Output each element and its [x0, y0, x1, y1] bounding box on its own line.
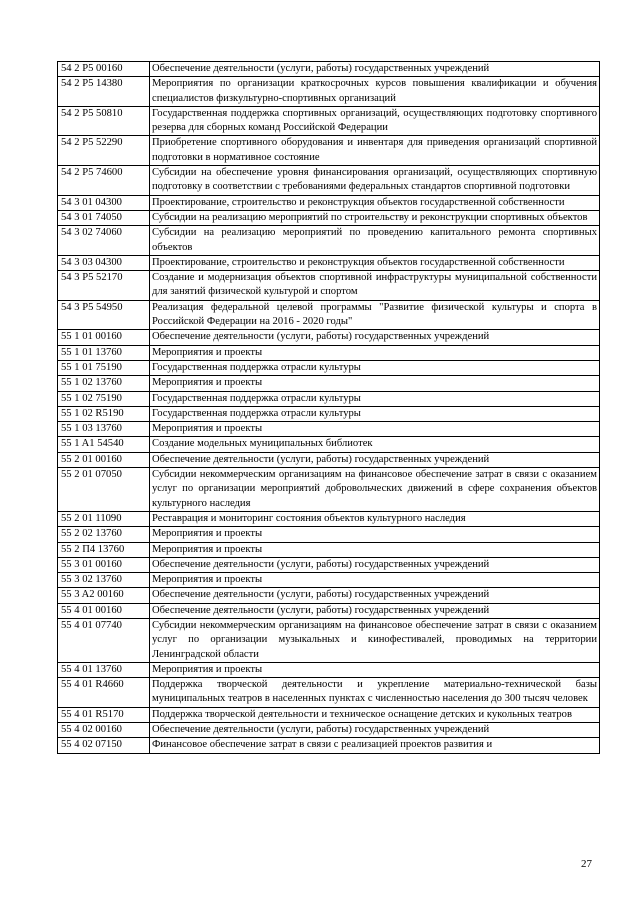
target-article-code: 54 3 01 74050	[58, 210, 150, 225]
table-row	[58, 195, 600, 210]
table-row	[58, 106, 600, 136]
target-article-code: 54 2 P5 00160	[58, 62, 150, 77]
target-article-code: 54 3 01 04300	[58, 195, 150, 210]
article-description: Создание модельных муниципальных библиотек	[150, 437, 600, 452]
article-description: Поддержка творческой деятельности и техническое оснащение детских и кукольных театров	[150, 707, 600, 722]
article-description: Реализация федеральной целевой программы "Развитие физической культуры и спорта в Российской Федерации на 2016 - 2020 годы"	[150, 300, 600, 330]
table-body	[58, 62, 600, 754]
article-description: Мероприятия и проекты	[150, 345, 600, 360]
article-description: Субсидии на реализацию мероприятий по строительству и реконструкции спортивных объектов	[150, 210, 600, 225]
target-article-code: 54 2 P5 14380	[58, 77, 150, 107]
table-row	[58, 300, 600, 330]
article-description: Мероприятия и проекты	[150, 376, 600, 391]
table-row	[58, 557, 600, 572]
table-row	[58, 271, 600, 301]
target-article-code: 55 4 01 00160	[58, 603, 150, 618]
target-article-code: 55 3 01 00160	[58, 557, 150, 572]
table-row	[58, 166, 600, 196]
target-article-code: 54 2 P5 50810	[58, 106, 150, 136]
table-row	[58, 738, 600, 753]
table-row	[58, 255, 600, 270]
target-article-code: 54 3 03 04300	[58, 255, 150, 270]
table-row	[58, 226, 600, 256]
article-description: Государственная поддержка отрасли культуры	[150, 360, 600, 375]
target-article-code: 55 1 02 R5190	[58, 406, 150, 421]
article-description: Проектирование, строительство и реконструкция объектов государственной собственности	[150, 195, 600, 210]
table-row	[58, 406, 600, 421]
target-article-code: 55 3 A2 00160	[58, 588, 150, 603]
target-article-code: 55 1 01 75190	[58, 360, 150, 375]
table-row	[58, 542, 600, 557]
table-row	[58, 511, 600, 526]
table-row	[58, 422, 600, 437]
budget-classification-table	[57, 61, 600, 754]
article-description: Создание и модернизация объектов спортивной инфраструктуры муниципальной собственности для занятий физической культурой и спортом	[150, 271, 600, 301]
table-row	[58, 62, 600, 77]
target-article-code: 55 3 02 13760	[58, 573, 150, 588]
table-row	[58, 391, 600, 406]
article-description: Мероприятия и проекты	[150, 422, 600, 437]
article-description: Поддержка творческой деятельности и укрепление материально-технической базы муниципальных театров в населенных пунктах с численностью населения до 300 тысяч человек	[150, 678, 600, 708]
target-article-code: 55 2 01 11090	[58, 511, 150, 526]
table-row	[58, 723, 600, 738]
target-article-code: 55 4 02 00160	[58, 723, 150, 738]
article-description: Обеспечение деятельности (услуги, работы) государственных учреждений	[150, 62, 600, 77]
target-article-code: 54 2 P5 52290	[58, 136, 150, 166]
table-row	[58, 468, 600, 512]
article-description: Субсидии некоммерческим организациям на финансовое обеспечение затрат в связи с оказанием услуг по организации музыкальных и кинофестивалей, проводимых на территории Ленинградской области	[150, 618, 600, 662]
table-row	[58, 210, 600, 225]
article-description: Мероприятия и проекты	[150, 527, 600, 542]
article-description: Государственная поддержка отрасли культуры	[150, 406, 600, 421]
article-description: Мероприятия по организации краткосрочных курсов повышения квалификации и обучения специалистов физкультурно-спортивных организаций	[150, 77, 600, 107]
target-article-code: 55 2 П4 13760	[58, 542, 150, 557]
article-description: Государственная поддержка отрасли культуры	[150, 391, 600, 406]
target-article-code: 55 4 01 R4660	[58, 678, 150, 708]
article-description: Государственная поддержка спортивных организаций, осуществляющих подготовку спортивного резерва для сборных команд Российской Федерации	[150, 106, 600, 136]
target-article-code: 54 3 P5 54950	[58, 300, 150, 330]
target-article-code: 55 1 02 75190	[58, 391, 150, 406]
table-row	[58, 360, 600, 375]
table-row	[58, 678, 600, 708]
article-description: Обеспечение деятельности (услуги, работы) государственных учреждений	[150, 588, 600, 603]
article-description: Мероприятия и проекты	[150, 573, 600, 588]
target-article-code: 54 2 P5 74600	[58, 166, 150, 196]
target-article-code: 55 2 01 07050	[58, 468, 150, 512]
article-description: Обеспечение деятельности (услуги, работы) государственных учреждений	[150, 330, 600, 345]
table-row	[58, 77, 600, 107]
table-row	[58, 707, 600, 722]
table-row	[58, 527, 600, 542]
article-description: Финансовое обеспечение затрат в связи с реализацией проектов развития и	[150, 738, 600, 753]
target-article-code: 55 4 01 07740	[58, 618, 150, 662]
article-description: Субсидии некоммерческим организациям на финансовое обеспечение затрат в связи с оказанием услуг по организации мероприятий добровольческих движений в сфере сохранения объектов культурного наследия	[150, 468, 600, 512]
table-row	[58, 618, 600, 662]
target-article-code: 55 1 A1 54540	[58, 437, 150, 452]
table-row	[58, 588, 600, 603]
table-row	[58, 662, 600, 677]
target-article-code: 55 1 03 13760	[58, 422, 150, 437]
table-row	[58, 136, 600, 166]
table-row	[58, 345, 600, 360]
article-description: Субсидии на обеспечение уровня финансирования организаций, осуществляющих спортивную подготовку в соответствии с требованиями федеральных стандартов спортивной подготовки	[150, 166, 600, 196]
target-article-code: 55 1 02 13760	[58, 376, 150, 391]
article-description: Обеспечение деятельности (услуги, работы) государственных учреждений	[150, 557, 600, 572]
table-row	[58, 376, 600, 391]
target-article-code: 54 3 02 74060	[58, 226, 150, 256]
target-article-code: 55 1 01 00160	[58, 330, 150, 345]
article-description: Обеспечение деятельности (услуги, работы) государственных учреждений	[150, 723, 600, 738]
table-row	[58, 452, 600, 467]
article-description: Субсидии на реализацию мероприятий по проведению капитального ремонта спортивных объектов	[150, 226, 600, 256]
article-description: Мероприятия и проекты	[150, 542, 600, 557]
target-article-code: 55 2 01 00160	[58, 452, 150, 467]
target-article-code: 55 1 01 13760	[58, 345, 150, 360]
article-description: Реставрация и мониторинг состояния объектов культурного наследия	[150, 511, 600, 526]
table-row	[58, 603, 600, 618]
article-description: Обеспечение деятельности (услуги, работы) государственных учреждений	[150, 452, 600, 467]
page-number: 27	[581, 858, 592, 870]
article-description: Проектирование, строительство и реконструкция объектов государственной собственности	[150, 255, 600, 270]
target-article-code: 55 4 01 13760	[58, 662, 150, 677]
article-description: Мероприятия и проекты	[150, 662, 600, 677]
article-description: Приобретение спортивного оборудования и инвентаря для приведения организаций спортивной подготовки в нормативное состояние	[150, 136, 600, 166]
target-article-code: 54 3 P5 52170	[58, 271, 150, 301]
table-row	[58, 437, 600, 452]
table-row	[58, 573, 600, 588]
target-article-code: 55 4 01 R5170	[58, 707, 150, 722]
target-article-code: 55 4 02 07150	[58, 738, 150, 753]
table-row	[58, 330, 600, 345]
target-article-code: 55 2 02 13760	[58, 527, 150, 542]
article-description: Обеспечение деятельности (услуги, работы) государственных учреждений	[150, 603, 600, 618]
